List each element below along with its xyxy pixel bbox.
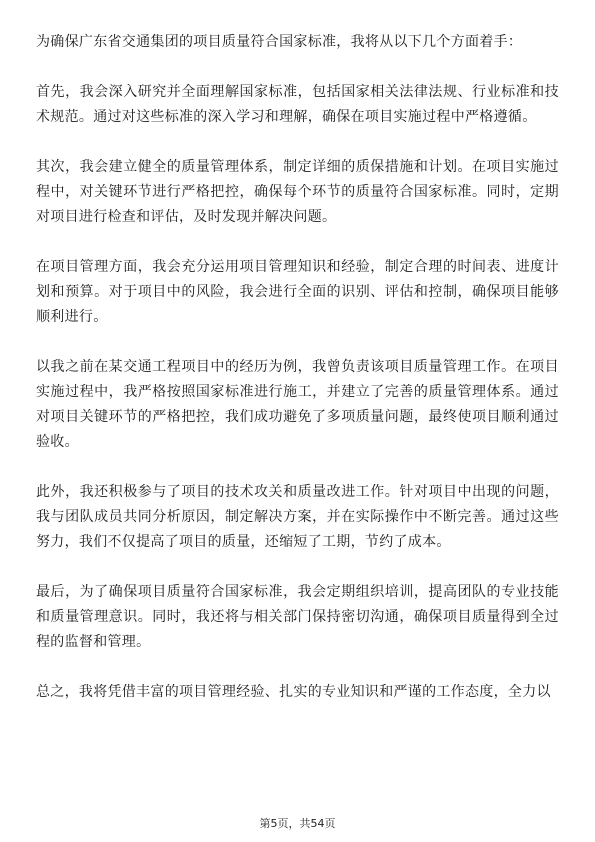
paragraph-intro: 为确保广东省交通集团的项目质量符合国家标准，我将从以下几个方面着手： [36, 34, 523, 50]
paragraph-conclusion: 总之，我将凭借丰富的项目管理经验、扎实的专业知识和严谨的工作态度，全力以 [36, 684, 551, 700]
paragraph-second: 其次，我会建立健全的质量管理体系，制定详细的质保措施和计划。在项目实施过程中，对关键环节进行严格把控，确保每个环节的质量符合国家标准。同时，定期对项目进行检查和评估，及时发现并解决问题。 [36, 159, 559, 225]
paragraph-first: 首先，我会深入研究并全面理解国家标准，包括国家相关法律法规、行业标准和技术规范。通过对这些标准的深入学习和理解，确保在项目实施过程中严格遵循。 [36, 84, 559, 125]
paragraph-finally: 最后，为了确保项目质量符合国家标准，我会定期组织培训，提高团队的专业技能和质量管理意识。同时，我还将与相关部门保持密切沟通，确保项目质量得到全过程的监督和管理。 [36, 584, 559, 650]
document-body [36, 30, 559, 705]
paragraph-project-management: 在项目管理方面，我会充分运用项目管理知识和经验，制定合理的时间表、进度计划和预算。对于项目中的风险，我会进行全面的识别、评估和控制，确保项目能够顺利进行。 [36, 259, 559, 325]
page-number-footer: 第5页，共54页 [259, 817, 336, 830]
paragraph-additionally: 此外，我还积极参与了项目的技术攻关和质量改进工作。针对项目中出现的问题，我与团队成员共同分析原因，制定解决方案，并在实际操作中不断完善。通过这些努力，我们不仅提高了项目的质量，还缩短了工期，节约了成本。 [36, 484, 559, 550]
paragraph-experience: 以我之前在某交通工程项目中的经历为例，我曾负责该项目质量管理工作。在项目实施过程中，我严格按照国家标准进行施工，并建立了完善的质量管理体系。通过对项目关键环节的严格把控，我们成功避免了多项质量问题，最终使项目顺利通过验收。 [36, 359, 559, 450]
